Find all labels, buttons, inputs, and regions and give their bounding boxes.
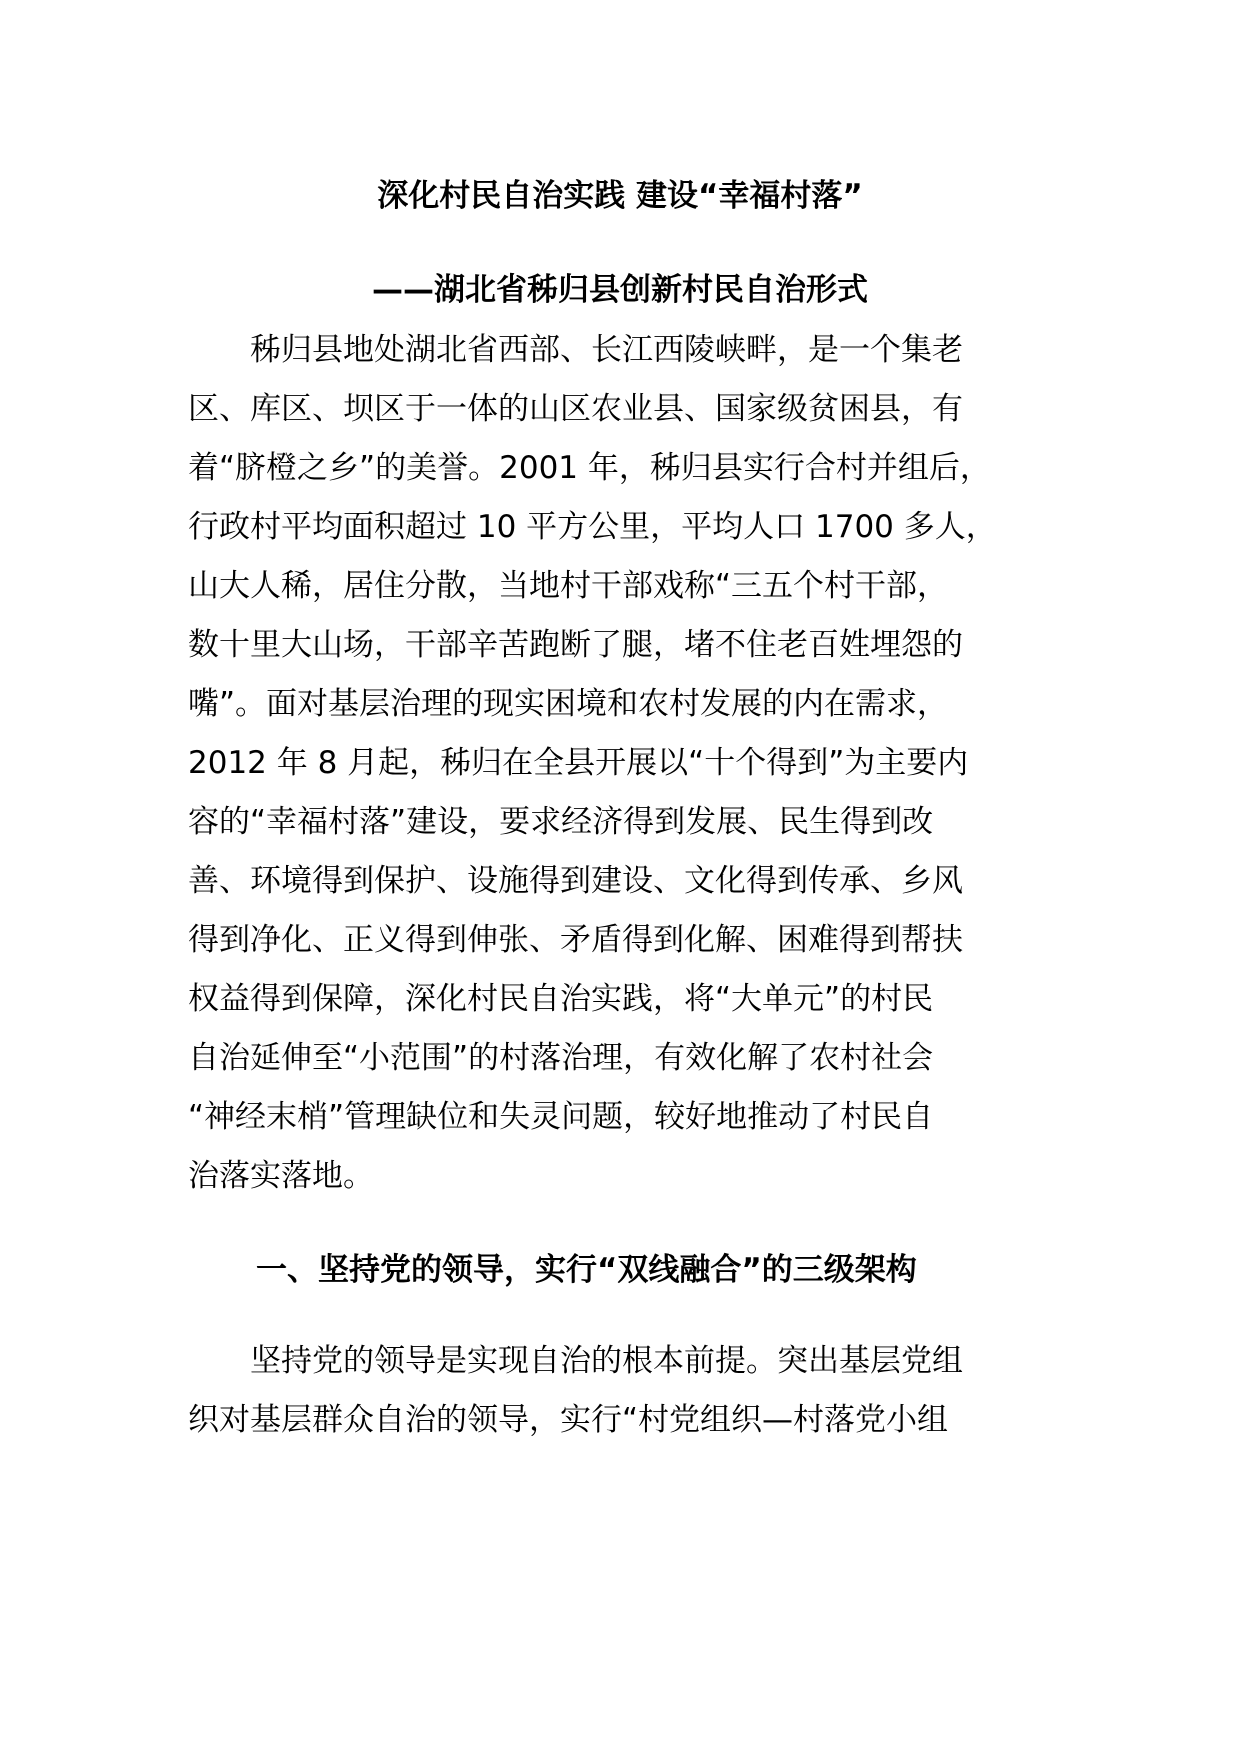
document-title: 深化村民自治实践 建设“幸福村落” <box>377 178 863 214</box>
paragraph-line: 行政村平均面积超过 10 平方公里，平均人口 1700 多人， <box>188 509 997 545</box>
paragraph-line: 秭归县地处湖北省西部、长江西陵峡畔，是一个集老 <box>250 332 963 368</box>
paragraph-line: 山大人稀，居住分散，当地村干部戏称“三五个村干部， <box>188 568 949 604</box>
paragraph-line: “神经末梢”管理缺位和失灵问题，较好地推动了村民自 <box>188 1099 934 1135</box>
paragraph-line: 权益得到保障，深化村民自治实践，将“大单元”的村民 <box>188 981 934 1017</box>
paragraph-line: 区、库区、坝区于一体的山区农业县、国家级贫困县，有 <box>188 391 963 427</box>
paragraph-line: 容的“幸福村落”建设，要求经济得到发展、民生得到改 <box>188 804 934 840</box>
paragraph-line: 自治延伸至“小范围”的村落治理，有效化解了农村社会 <box>188 1040 934 1076</box>
document-subtitle: ——湖北省秭归县创新村民自治形式 <box>372 272 868 308</box>
paragraph-line: 着“脐橙之乡”的美誉。2001 年，秭归县实行合村并组后， <box>188 450 991 486</box>
paragraph-line: 善、环境得到保护、设施得到建设、文化得到传承、乡风 <box>188 863 963 899</box>
paragraph-line: 坚持党的领导是实现自治的根本前提。突出基层党组 <box>250 1343 963 1379</box>
paragraph-line: 织对基层群众自治的领导，实行“村党组织—村落党小组 <box>188 1402 949 1438</box>
paragraph-line: 2012 年 8 月起，秭归在全县开展以“十个得到”为主要内 <box>188 745 969 781</box>
paragraph-line: 治落实落地。 <box>188 1158 374 1194</box>
paragraph-line: 嘴”。面对基层治理的现实困境和农村发展的内在需求， <box>188 686 949 722</box>
section-heading: 一、坚持党的领导，实行“双线融合”的三级架构 <box>256 1252 917 1288</box>
paragraph-line: 数十里大山场，干部辛苦跑断了腿，堵不住老百姓埋怨的 <box>188 627 963 663</box>
paragraph-line: 得到净化、正义得到伸张、矛盾得到化解、困难得到帮扶 <box>188 922 963 958</box>
